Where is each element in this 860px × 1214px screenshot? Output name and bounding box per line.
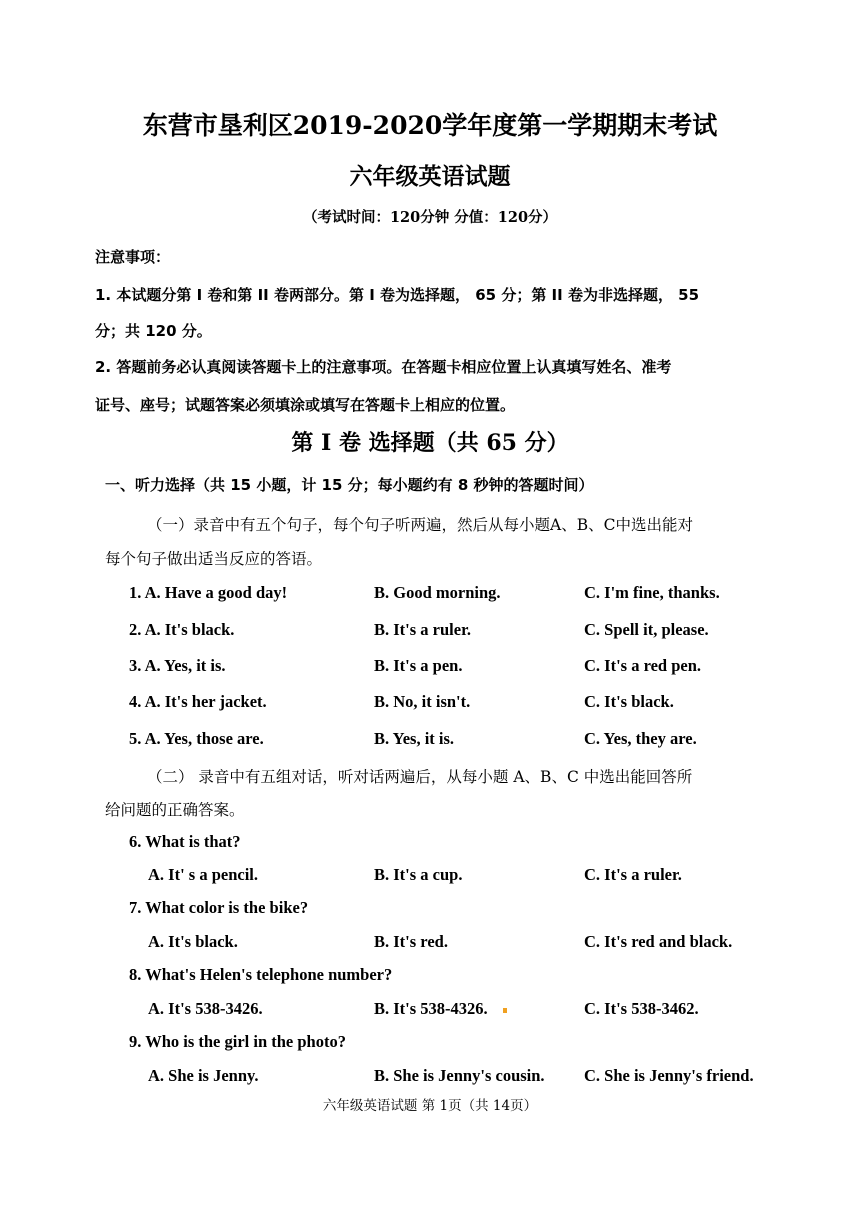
q3-option-a: 3. A. Yes, it is. <box>129 656 226 675</box>
q6-stem: 6. What is that? <box>129 832 241 851</box>
q7-stem: 7. What color is the bike? <box>129 898 309 917</box>
sub2-instruction-1: （二） 录音中有五组对话，听对话两遍后，从每小题 A、B、C 中选出能回答所 <box>147 768 693 786</box>
q9-option-a: A. She is Jenny. <box>148 1066 259 1085</box>
exam-subtitle: 六年级英语试题 <box>349 163 511 190</box>
q7-option-a: A. It's black. <box>148 932 238 951</box>
q4-option-c: C. It's black. <box>584 692 674 711</box>
sub1-instruction-1: （一）录音中有五个句子，每个句子听两遍，然后从每小题A、B、C中选出能对 <box>147 516 693 534</box>
q4-option-b: B. No, it isn't. <box>374 692 471 711</box>
q6-option-a: A. It' s a pencil. <box>148 865 259 884</box>
page-footer: 六年级英语试题 第 1页（共 14页） <box>322 1098 538 1114</box>
q8-option-c: C. It's 538-3462. <box>584 999 699 1018</box>
q2-option-c: C. Spell it, please. <box>584 620 709 639</box>
q1-option-c: C. I'm fine, thanks. <box>584 583 720 602</box>
section-title: 第 I 卷 选择题（共 65 分） <box>291 430 569 456</box>
q5-option-c: C. Yes, they are. <box>584 729 697 748</box>
sub1-instruction-2: 每个句子做出适当反应的答语。 <box>105 550 323 568</box>
q6-option-b: B. It's a cup. <box>374 865 463 884</box>
q9-option-c: C. She is Jenny's friend. <box>584 1066 754 1085</box>
notes-line1a: 1. 本试题分第 I 卷和第 II 卷两部分。第 I 卷为选择题， 65 分；第 II 卷为非选择题， 55 <box>95 286 700 304</box>
q1-option-a: 1. A. Have a good day! <box>129 583 288 602</box>
q2-option-b: B. It's a ruler. <box>374 620 472 639</box>
notes-line2b: 证号、座号；试题答案必须填涂或填写在答题卡上相应的位置。 <box>95 396 516 414</box>
orange-dot-mark <box>503 1008 507 1013</box>
q3-option-c: C. It's a red pen. <box>584 656 702 675</box>
exam-title: 东营市垦利区2019-2020学年度第一学期期末考试 <box>142 111 718 140</box>
sub2-instruction-2: 给问题的正确答案。 <box>105 801 245 819</box>
q8-stem: 8. What's Helen's telephone number? <box>129 965 393 984</box>
part1-heading: 一、听力选择（共 15 小题，计 15 分；每小题约有 8 秒钟的答题时间） <box>105 476 594 494</box>
q4-option-a: 4. A. It's her jacket. <box>129 692 267 711</box>
q9-stem: 9. Who is the girl in the photo? <box>129 1032 346 1051</box>
notes-line1b: 分；共 120 分。 <box>95 322 212 340</box>
q5-option-b: B. Yes, it is. <box>374 729 455 748</box>
q5-option-a: 5. A. Yes, those are. <box>129 729 264 748</box>
notes-line2a: 2. 答题前务必认真阅读答题卡上的注意事项。在答题卡相应位置上认真填写姓名、准考 <box>95 358 672 376</box>
q8-option-b: B. It's 538-4326. <box>374 999 488 1018</box>
q9-option-b: B. She is Jenny's cousin. <box>374 1066 545 1085</box>
q1-option-b: B. Good morning. <box>374 583 501 602</box>
notes-heading: 注意事项： <box>95 248 171 266</box>
q8-option-a: A. It's 538-3426. <box>148 999 263 1018</box>
exam-meta: （考试时间：120分钟 分值：120分） <box>302 209 558 226</box>
q6-option-c: C. It's a ruler. <box>584 865 682 884</box>
q2-option-a: 2. A. It's black. <box>129 620 235 639</box>
q3-option-b: B. It's a pen. <box>374 656 463 675</box>
q7-option-c: C. It's red and black. <box>584 932 733 951</box>
q7-option-b: B. It's red. <box>374 932 448 951</box>
